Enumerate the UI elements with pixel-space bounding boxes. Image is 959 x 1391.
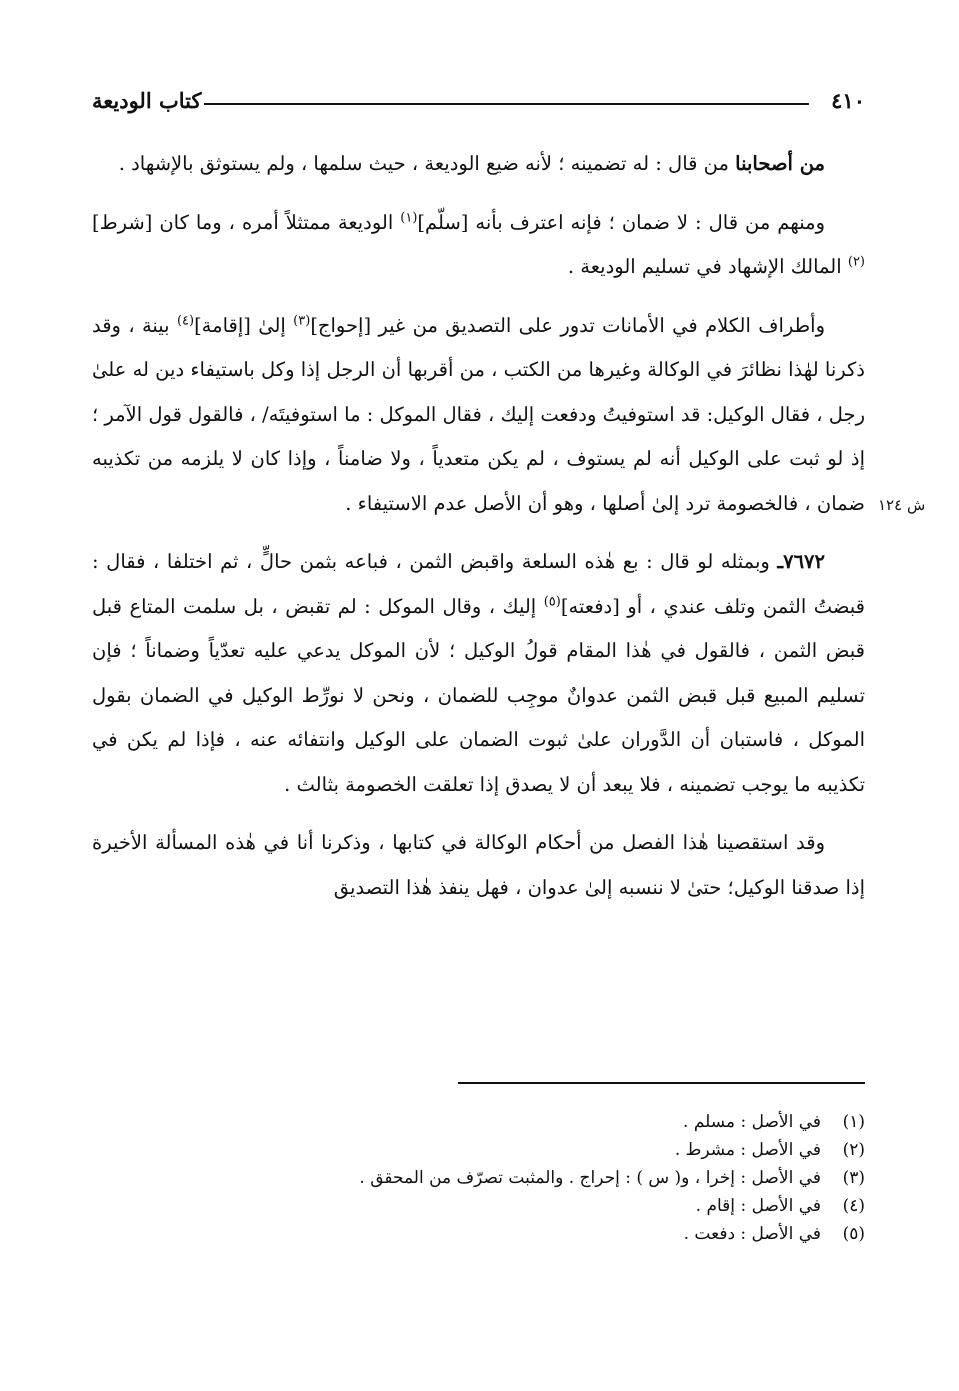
main-text	[92, 142, 865, 924]
footnote-separator	[458, 1082, 865, 1084]
footnote-ref-1: (١)	[400, 210, 418, 225]
paragraph-2	[92, 201, 865, 290]
paragraph-text: وقد استقصينا هٰذا الفصل من أحكام الوكالة في كتابها ، وذكرنا أنا في هٰذه المسألة الأخيرة إذا صدقنا الوكيل؛ حتىٰ لا ننسبه إلىٰ عدوان ، فهل ينفذ هٰذا التصديق	[92, 831, 865, 899]
footnote-text: في الأصل : إقام .	[695, 1196, 821, 1216]
paragraph-5	[92, 821, 865, 910]
footnote-item	[200, 1136, 865, 1164]
paragraph-text: وأطراف الكلام في الأمانات تدور على التصديق من غير [إحواج]	[310, 313, 825, 337]
paragraph-3	[92, 304, 865, 527]
paragraph-text: وبمثله لو قال : بع هٰذه السلعة واقبض الثمن ، فباعه بثمن حالٍّ ، ثم اختلفا ، فقال : قبضتُ الثمن وتلف عندي ، أو [دفعته]	[92, 550, 865, 618]
footnote-item	[200, 1220, 865, 1248]
footnote-item	[200, 1164, 865, 1192]
footnote-number: (٢)	[842, 1140, 865, 1160]
book-title: كتاب الوديعة	[92, 88, 202, 113]
footnote-item	[200, 1108, 865, 1136]
bold-phrase: من أصحابنا	[735, 152, 825, 175]
paragraph-text: إلىٰ [إقامة]	[194, 313, 294, 337]
issue-number: ٧٦٧٢ـ	[777, 550, 825, 573]
footnote-text: في الأصل : مسلم .	[683, 1112, 821, 1132]
paragraph-1	[92, 142, 865, 187]
paragraph-text: من قال : له تضمينه ؛ لأنه ضيع الوديعة ، حيث سلمها ، ولم يستوثق بالإشهاد .	[118, 152, 736, 175]
footnote-ref-4: (٤)	[176, 313, 195, 328]
running-header	[92, 88, 865, 122]
footnote-text: في الأصل : دفعت .	[683, 1224, 821, 1244]
footnote-number: (٤)	[842, 1196, 865, 1216]
footnote-ref-5: (٥)	[543, 594, 561, 609]
footnote-number: (١)	[842, 1112, 865, 1132]
paragraph-text: إليك ، وقال الموكل : لم تقبض ، بل سلمت المتاع قبل قبض الثمن ، فالقول في هٰذا المقام قولُ الوكيل ؛ لأن الموكل يدعي عليه تعدّياً وضماناً ؛ فإن تسليم المبيع قبل قبض الثمن عدوانٌ موجِب للضمان ، ونحن لا نورِّط الوكيل في الضمان بقول الموكل ، فاستبان أن الدَّوران علىٰ ثبوت الضمان على الوكيل وانتفائه عنه ، فإذا لم يكن في تكذيبه ما يوجب تضمينه ، فلا يبعد أن لا يصدق إذا تعلقت الخصومة بثالث .	[92, 594, 865, 796]
page-number: ٤١٠	[831, 88, 865, 113]
footnote-item	[200, 1192, 865, 1220]
paragraph-text: الوديعة ممتثلاً أمره ، وما كان [شرط]	[92, 210, 401, 234]
footnote-text: في الأصل : مشرط .	[674, 1140, 821, 1160]
footnote-number: (٣)	[842, 1168, 865, 1188]
footnote-text: في الأصل : إخرا ، و( س ) : إحراج . والمثبت تصرّف من المحقق .	[359, 1168, 821, 1188]
paragraph-4	[92, 540, 865, 807]
paragraph-text: المالك الإشهاد في تسليم الوديعة .	[567, 255, 848, 278]
paragraph-text: بينة ، وقد ذكرنا لهٰذا نظائرَ في الوكالة وغيرها من الكتب ، من أقربها أن الرجل إذا وكل باستيفاء دين له علىٰ رجل ، فقال الوكيل: قد استوفيتُ ودفعت إليك ، فقال الموكل : ما استوفيتَه/ ، فالقول قول الآمر ؛ إذ لو ثبت على الوكيل أنه لم يستوف ، لم يكن متعدياً ، ولا ضامناً ، وإذا كان لا يلزمه من تكذيبه ضمان ، فالخصومة ترد إلىٰ أصلها ، وهو أن الأصل عدم الاستيفاء .	[92, 313, 865, 515]
footnote-ref-2: (٢)	[847, 254, 865, 270]
manuscript-folio-note: ش ١٢٤	[878, 496, 926, 514]
footnote-ref-3: (٣)	[293, 313, 311, 328]
footnotes	[200, 1108, 865, 1248]
footnote-number: (٥)	[842, 1224, 865, 1244]
header-rule	[204, 103, 809, 105]
paragraph-text: ومنهم من قال : لا ضمان ؛ فإنه اعترف بأنه [سلّم]	[417, 210, 825, 234]
